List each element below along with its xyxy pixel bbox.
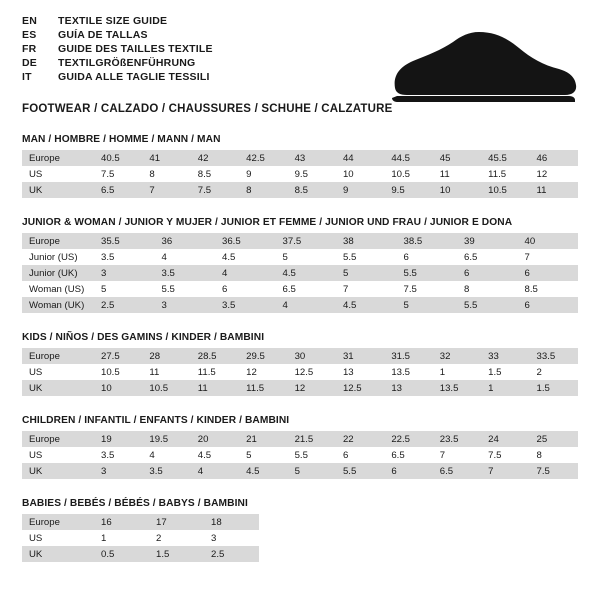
language-row (22, 44, 213, 58)
size-cell: 8 (457, 281, 518, 297)
size-cell: 6.5 (384, 447, 432, 463)
size-block (22, 498, 578, 562)
size-cell: 43 (288, 150, 336, 166)
size-cell: 1.5 (149, 546, 204, 562)
size-cell: 10.5 (481, 182, 529, 198)
size-cell: 31 (336, 348, 384, 364)
size-cell: 2 (530, 364, 578, 380)
size-cell: 6.5 (94, 182, 142, 198)
size-block (22, 217, 578, 313)
size-cell: 5 (276, 249, 337, 265)
size-cell: 7 (481, 463, 529, 479)
size-cell: 16 (94, 514, 149, 530)
size-cell: 4 (276, 297, 337, 313)
row-label: UK (22, 546, 94, 562)
size-cell: 9.5 (384, 182, 432, 198)
size-cell: 9.5 (288, 166, 336, 182)
size-cell: 21 (239, 431, 287, 447)
size-cell: 12 (288, 380, 336, 396)
size-cell: 46 (530, 150, 578, 166)
row-label: US (22, 166, 94, 182)
language-title: TEXTILE SIZE GUIDE (58, 15, 168, 27)
table-row (22, 348, 578, 364)
size-cell: 2.5 (94, 297, 155, 313)
size-cell: 12.5 (288, 364, 336, 380)
size-cell: 19 (94, 431, 142, 447)
size-cell: 6 (336, 447, 384, 463)
size-cell: 4.5 (239, 463, 287, 479)
table-row (22, 281, 578, 297)
size-cell: 10 (336, 166, 384, 182)
size-cell: 8.5 (191, 166, 239, 182)
size-cell: 8 (239, 182, 287, 198)
size-cell: 13 (336, 364, 384, 380)
language-title: TEXTILGRÖßENFÜHRUNG (58, 57, 196, 69)
size-block-heading: KIDS / NIÑOS / DES GAMINS / KINDER / BAMBINI (22, 332, 265, 343)
size-cell: 3 (94, 265, 155, 281)
size-cell: 40 (518, 233, 579, 249)
row-label: Woman (UK) (22, 297, 94, 313)
size-cell: 3 (204, 530, 259, 546)
spacer-cell (259, 530, 578, 546)
size-cell: 6 (518, 265, 579, 281)
size-cell: 5.5 (336, 463, 384, 479)
language-code: ES (22, 29, 37, 41)
size-cell: 4 (191, 463, 239, 479)
dress-shoe-icon (383, 28, 578, 106)
size-cell: 1.5 (530, 380, 578, 396)
row-label: US (22, 530, 94, 546)
table-row (22, 166, 578, 182)
size-table (22, 348, 578, 396)
language-title: GUÍA DE TALLAS (58, 29, 148, 41)
size-cell: 5.5 (457, 297, 518, 313)
size-cell: 5 (94, 281, 155, 297)
size-cell: 11 (530, 182, 578, 198)
size-cell: 7 (518, 249, 579, 265)
size-cell: 7.5 (94, 166, 142, 182)
size-block-heading: CHILDREN / INFANTIL / ENFANTS / KINDER / BAMBINI (22, 415, 290, 426)
language-title-list (22, 16, 213, 86)
size-cell: 40.5 (94, 150, 142, 166)
size-cell: 18 (204, 514, 259, 530)
size-cell: 19.5 (142, 431, 190, 447)
size-cell: 28 (142, 348, 190, 364)
size-cell: 1.5 (481, 364, 529, 380)
table-row (22, 364, 578, 380)
size-cell: 36.5 (215, 233, 276, 249)
size-cell: 23.5 (433, 431, 481, 447)
row-label: Woman (US) (22, 281, 94, 297)
size-cell: 21.5 (288, 431, 336, 447)
row-label: UK (22, 182, 94, 198)
size-cell: 36 (155, 233, 216, 249)
row-label: Europe (22, 431, 94, 447)
size-cell: 42.5 (239, 150, 287, 166)
size-block-heading: MAN / HOMBRE / HOMME / MANN / MAN (22, 134, 221, 145)
size-cell: 7.5 (397, 281, 458, 297)
size-cell: 1 (94, 530, 149, 546)
size-cell: 11 (142, 364, 190, 380)
size-cell: 1 (481, 380, 529, 396)
language-row (22, 30, 213, 44)
language-code: IT (22, 71, 32, 83)
size-cell: 5.5 (336, 249, 397, 265)
size-cell: 12.5 (336, 380, 384, 396)
size-cell: 29.5 (239, 348, 287, 364)
size-cell: 12 (530, 166, 578, 182)
size-cell: 8.5 (288, 182, 336, 198)
language-row (22, 16, 213, 30)
language-code: DE (22, 57, 37, 69)
size-cell: 11 (433, 166, 481, 182)
table-row (22, 447, 578, 463)
size-cell: 4.5 (276, 265, 337, 281)
size-cell: 6.5 (457, 249, 518, 265)
size-cell: 30 (288, 348, 336, 364)
row-label: US (22, 447, 94, 463)
size-cell: 9 (336, 182, 384, 198)
size-cell: 42 (191, 150, 239, 166)
size-cell: 37.5 (276, 233, 337, 249)
table-row (22, 530, 578, 546)
size-cell: 6 (384, 463, 432, 479)
size-cell: 20 (191, 431, 239, 447)
size-cell: 5 (397, 297, 458, 313)
row-label: UK (22, 380, 94, 396)
size-cell: 10 (433, 182, 481, 198)
size-block (22, 415, 578, 479)
table-row (22, 380, 578, 396)
size-cell: 7 (433, 447, 481, 463)
size-cell: 12 (239, 364, 287, 380)
size-cell: 11 (191, 380, 239, 396)
size-cell: 8.5 (518, 281, 579, 297)
size-cell: 7.5 (481, 447, 529, 463)
size-table (22, 431, 578, 479)
page-header (22, 16, 578, 86)
row-label: US (22, 364, 94, 380)
size-cell: 8 (530, 447, 578, 463)
table-row (22, 182, 578, 198)
size-cell: 4 (215, 265, 276, 281)
size-cell: 6.5 (276, 281, 337, 297)
table-row (22, 150, 578, 166)
size-cell: 6 (457, 265, 518, 281)
size-cell: 10.5 (384, 166, 432, 182)
row-label: UK (22, 463, 94, 479)
size-cell: 27.5 (94, 348, 142, 364)
size-cell: 7 (142, 182, 190, 198)
size-cell: 7.5 (191, 182, 239, 198)
size-cell: 1 (433, 364, 481, 380)
size-cell: 8 (142, 166, 190, 182)
size-cell: 44.5 (384, 150, 432, 166)
size-cell: 3 (94, 463, 142, 479)
table-row (22, 431, 578, 447)
size-cell: 10 (94, 380, 142, 396)
size-cell: 3.5 (94, 249, 155, 265)
size-cell: 33.5 (530, 348, 578, 364)
size-cell: 13.5 (384, 364, 432, 380)
size-cell: 6 (215, 281, 276, 297)
size-cell: 4 (155, 249, 216, 265)
language-row (22, 72, 213, 86)
row-label: Europe (22, 514, 94, 530)
size-cell: 3.5 (94, 447, 142, 463)
size-cell: 28.5 (191, 348, 239, 364)
size-table (22, 233, 578, 313)
size-cell: 44 (336, 150, 384, 166)
size-cell: 7 (336, 281, 397, 297)
size-cell: 45.5 (481, 150, 529, 166)
size-cell: 5.5 (288, 447, 336, 463)
table-row (22, 265, 578, 281)
row-label: Europe (22, 348, 94, 364)
language-row (22, 58, 213, 72)
size-cell: 5 (239, 447, 287, 463)
table-row (22, 233, 578, 249)
size-cell: 5.5 (155, 281, 216, 297)
size-cell: 33 (481, 348, 529, 364)
size-cell: 3 (155, 297, 216, 313)
size-cell: 4 (142, 447, 190, 463)
size-cell: 39 (457, 233, 518, 249)
size-cell: 3.5 (215, 297, 276, 313)
table-row (22, 546, 578, 562)
size-block-heading: BABIES / BEBÉS / BÉBÉS / BABYS / BAMBINI (22, 498, 248, 509)
size-cell: 10.5 (94, 364, 142, 380)
size-cell: 5.5 (397, 265, 458, 281)
table-row (22, 463, 578, 479)
spacer-cell (259, 546, 578, 562)
size-cell: 11.5 (191, 364, 239, 380)
size-table (22, 150, 578, 198)
size-cell: 4.5 (336, 297, 397, 313)
row-label: Junior (US) (22, 249, 94, 265)
size-cell: 6 (397, 249, 458, 265)
footwear-section-title: FOOTWEAR / CALZADO / CHAUSSURES / SCHUHE / CALZATURE (22, 103, 393, 115)
size-cell: 7.5 (530, 463, 578, 479)
size-cell: 4.5 (215, 249, 276, 265)
size-cell: 41 (142, 150, 190, 166)
size-cell: 3.5 (142, 463, 190, 479)
language-title: GUIDE DES TAILLES TEXTILE (58, 43, 213, 55)
size-cell: 6.5 (433, 463, 481, 479)
size-cell: 22 (336, 431, 384, 447)
size-tables-container (22, 134, 578, 562)
size-cell: 4.5 (191, 447, 239, 463)
size-cell: 31.5 (384, 348, 432, 364)
size-cell: 11.5 (239, 380, 287, 396)
size-cell: 32 (433, 348, 481, 364)
size-cell: 10.5 (142, 380, 190, 396)
size-cell: 38 (336, 233, 397, 249)
language-title: GUIDA ALLE TAGLIE TESSILI (58, 71, 210, 83)
row-label: Europe (22, 150, 94, 166)
row-label: Europe (22, 233, 94, 249)
size-cell: 5 (288, 463, 336, 479)
size-cell: 5 (336, 265, 397, 281)
row-label: Junior (UK) (22, 265, 94, 281)
size-cell: 22.5 (384, 431, 432, 447)
size-cell: 2.5 (204, 546, 259, 562)
size-block (22, 332, 578, 396)
size-cell: 9 (239, 166, 287, 182)
size-block (22, 134, 578, 198)
size-cell: 25 (530, 431, 578, 447)
spacer-cell (259, 514, 578, 530)
size-cell: 38.5 (397, 233, 458, 249)
size-cell: 24 (481, 431, 529, 447)
size-cell: 6 (518, 297, 579, 313)
size-cell: 11.5 (481, 166, 529, 182)
size-table (22, 514, 578, 562)
size-cell: 2 (149, 530, 204, 546)
size-cell: 45 (433, 150, 481, 166)
size-cell: 17 (149, 514, 204, 530)
language-title-body (22, 16, 213, 86)
table-row (22, 249, 578, 265)
language-code: EN (22, 15, 37, 27)
size-cell: 35.5 (94, 233, 155, 249)
language-code: FR (22, 43, 37, 55)
size-cell: 13 (384, 380, 432, 396)
size-cell: 0.5 (94, 546, 149, 562)
size-cell: 13.5 (433, 380, 481, 396)
table-row (22, 514, 578, 530)
size-cell: 3.5 (155, 265, 216, 281)
size-block-heading: JUNIOR & WOMAN / JUNIOR Y MUJER / JUNIOR ET FEMME / JUNIOR UND FRAU / JUNIOR E DONA (22, 217, 513, 228)
table-row (22, 297, 578, 313)
